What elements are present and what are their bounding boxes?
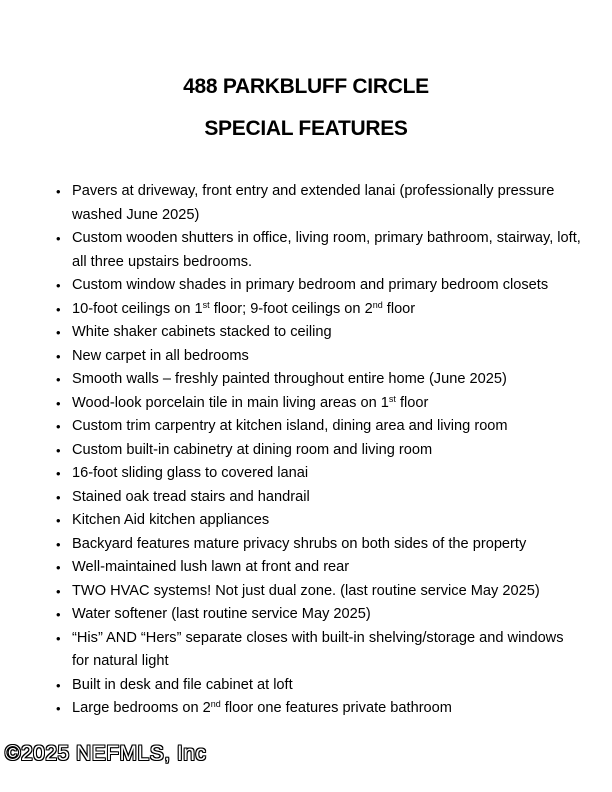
bullet-icon: • bbox=[56, 372, 61, 387]
bullet-icon: • bbox=[56, 701, 61, 716]
list-item: • Backyard features mature privacy shrubs on both sides of the property bbox=[72, 533, 582, 557]
list-item: • Built in desk and file cabinet at loft bbox=[72, 674, 582, 698]
list-item: • 10-foot ceilings on 1st floor; 9-foot ceilings on 2nd floor bbox=[72, 298, 582, 322]
list-item: • New carpet in all bedrooms bbox=[72, 345, 582, 369]
bullet-icon: • bbox=[56, 325, 61, 340]
bullet-icon: • bbox=[56, 630, 61, 646]
copyright-watermark: ©2025 NEFMLS, Inc bbox=[5, 742, 207, 765]
list-item: • Custom trim carpentry at kitchen island, dining area and living room bbox=[72, 415, 582, 439]
list-item: • Custom built-in cabinetry at dining room and living room bbox=[72, 439, 582, 463]
bullet-icon: • bbox=[56, 489, 61, 505]
list-item: • TWO HVAC systems! Not just dual zone. (last routine service May 2025) bbox=[72, 580, 582, 604]
list-item: • “His” AND “Hers” separate closes with built-in shelving/storage and windows for natural light bbox=[72, 627, 582, 674]
bullet-icon: • bbox=[56, 231, 61, 246]
bullet-icon: • bbox=[56, 395, 61, 411]
list-item: • Smooth walls – freshly painted throughout entire home (June 2025) bbox=[72, 368, 582, 392]
list-item: • Stained oak tread stairs and handrail bbox=[72, 486, 582, 510]
page-title: 488 PARKBLUFF CIRCLE bbox=[183, 75, 429, 98]
list-item: • Custom wooden shutters in office, living room, primary bathroom, stairway, loft, all three upstairs bedrooms. bbox=[72, 227, 582, 274]
list-item: • Water softener (last routine service May 2025) bbox=[72, 603, 582, 627]
list-item: • Kitchen Aid kitchen appliances bbox=[72, 509, 582, 533]
bullet-icon: • bbox=[56, 536, 61, 552]
list-item: • Wood-look porcelain tile in main living areas on 1st floor bbox=[72, 392, 582, 416]
bullet-icon: • bbox=[56, 301, 61, 317]
page-subtitle: SPECIAL FEATURES bbox=[204, 117, 408, 140]
list-item: • Well-maintained lush lawn at front and rear bbox=[72, 556, 582, 580]
bullet-icon: • bbox=[56, 466, 61, 481]
list-item: • Custom window shades in primary bedroom and primary bedroom closets bbox=[72, 274, 582, 298]
bullet-icon: • bbox=[56, 583, 61, 599]
bullet-icon: • bbox=[56, 513, 61, 528]
list-item: • White shaker cabinets stacked to ceiling bbox=[72, 321, 582, 345]
bullet-icon: • bbox=[56, 419, 61, 434]
bullet-icon: • bbox=[56, 442, 61, 458]
bullet-icon: • bbox=[56, 607, 61, 622]
features-list bbox=[56, 180, 582, 721]
bullet-icon: • bbox=[56, 278, 61, 293]
bullet-icon: • bbox=[56, 348, 61, 364]
bullet-icon: • bbox=[56, 560, 61, 575]
bullet-icon: • bbox=[56, 677, 61, 693]
list-item: • 16-foot sliding glass to covered lanai bbox=[72, 462, 582, 486]
list-item: • Large bedrooms on 2nd floor one features private bathroom bbox=[72, 697, 582, 721]
list-item: • Pavers at driveway, front entry and extended lanai (professionally pressure washed June 2025) bbox=[72, 180, 582, 227]
bullet-icon: • bbox=[56, 184, 61, 199]
